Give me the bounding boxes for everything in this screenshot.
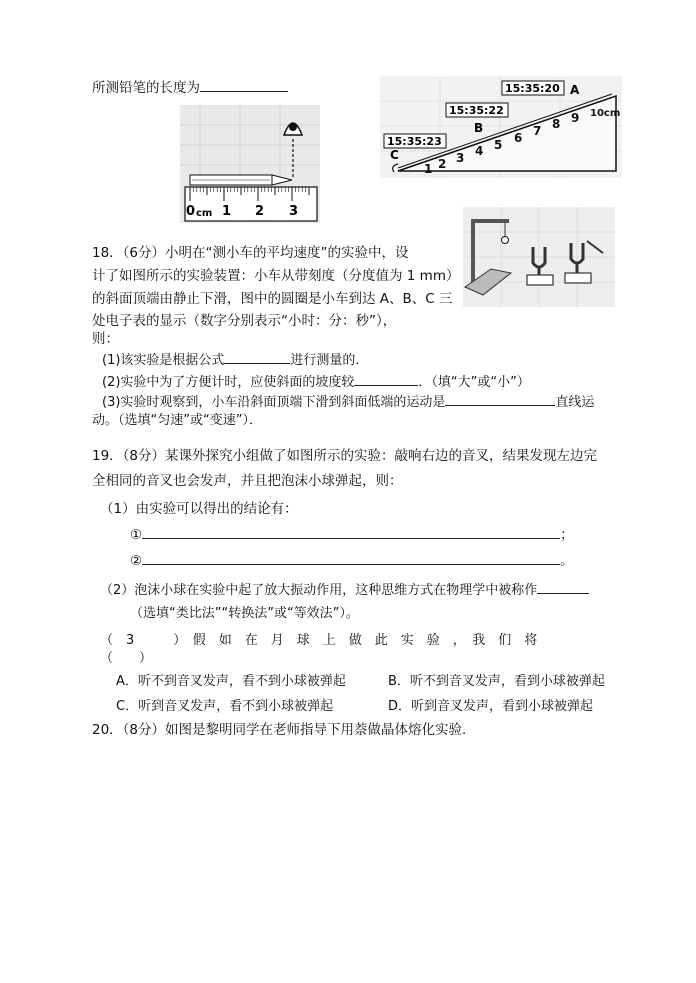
incline-figure: [380, 76, 622, 178]
slope-scale-2: 2: [438, 157, 447, 171]
q19-option-d[interactable]: D．听到音叉发声，看到小球被弹起: [388, 699, 594, 714]
q19-option-b[interactable]: B．听不到音叉发声，看到小球被弹起: [388, 674, 605, 689]
q18-sub-3-cont: 动。（选填“匀速”或“变速”）．: [92, 413, 262, 428]
slope-scale-3: 3: [456, 151, 465, 165]
q19-conclusion-2-blank[interactable]: [142, 551, 560, 565]
q18-sub-1: (1)该实验是根据公式 进行测量的．: [102, 350, 368, 370]
slope-scale-1: 1: [424, 162, 433, 176]
point-b-label: B: [474, 121, 484, 135]
clock-b-time: 15:35:22: [449, 104, 504, 117]
q19-option-a[interactable]: A．听不到音叉发声，看不到小球被弹起: [116, 674, 346, 689]
q18-formula-blank[interactable]: [224, 350, 290, 364]
ruler-label-1: 1: [222, 204, 232, 219]
q19-line-2: 全相同的音叉也会发声，并且把泡沫小球弹起，则：: [92, 473, 403, 489]
ruler-unit: cm: [196, 208, 213, 219]
slope-scale-8: 8: [552, 117, 561, 131]
q18-sub-2: (2)实验中为了方便计时，应使斜面的坡度较 ．（填“大”或“小”）: [102, 372, 530, 392]
q19-option-c[interactable]: C．听到音叉发声，看不到小球被弹起: [116, 699, 334, 714]
q19-part-3: （ 3 ） 假 如 在 月 球 上 做 此 实 验 ， 我 们 将: [100, 633, 538, 648]
q19-conclusion-1-blank[interactable]: [142, 525, 560, 539]
q18-sub-3: (3)实验时观察到，小车沿斜面顶端下滑到斜面低端的运动是 直线运: [102, 392, 594, 412]
pencil-shape: [190, 175, 292, 185]
q17-prompt: 所测铅笔的长度为: [92, 80, 200, 96]
clock-a: [502, 81, 564, 95]
q18-line-1: 18．（6分）小明在“测小车的平均速度”的实验中，设: [92, 245, 409, 261]
ruler-label-3: 3: [289, 204, 299, 219]
q18-line-3: 的斜面顶端由静止下滑，图中的圆圈是小车到达 A、B、C 三: [92, 291, 453, 307]
slope-scale-4: 4: [475, 144, 484, 158]
q19-conclusion-1: ① ；: [130, 527, 574, 543]
slope-scale-7: 7: [533, 124, 542, 138]
q19-conclusion-2: ② 。: [130, 553, 574, 569]
slope-scale-9: 9: [571, 111, 580, 125]
q19-part-2-cont: （选填“类比法”“转换法”或“等效法”）。: [130, 606, 359, 621]
clock-b: [446, 103, 508, 117]
slope-scale-6: 6: [514, 131, 523, 145]
q19-method-blank[interactable]: [537, 580, 589, 594]
pencil-ruler-figure: [180, 105, 320, 223]
q18-line-4: 处电子表的显示（数字分别表示“小时：分：秒”），: [92, 313, 397, 329]
point-c-label: C: [390, 148, 399, 162]
clock-c-time: 15:35:23: [387, 135, 442, 148]
q20-line-1: 20．（8分）如图是黎明同学在老师指导下用萘做晶体熔化实验．: [92, 722, 476, 738]
ruler-label-2: 2: [255, 204, 265, 219]
q19-line-1: 19．（8分）某课外探究小组做了如图所示的实验：敲响右边的音叉，结果发现左边完: [92, 448, 598, 464]
slope-scale-5: 5: [494, 138, 503, 152]
q17-text: [92, 78, 288, 97]
q19-part-1: （1）由实验可以得出的结论有：: [100, 501, 298, 517]
q19-part-2: （2）泡沫小球在实验中起了放大振动作用，这种思维方式在物理学中被称作: [100, 580, 589, 600]
clock-a-time: 15:35:20: [505, 82, 560, 95]
q18-slope-blank[interactable]: [354, 372, 418, 386]
point-a-label: A: [570, 83, 580, 97]
q18-line-2: 计了如图所示的实验装置：小车从带刻度（分度值为 1 mm）: [92, 268, 460, 284]
q18-line-5: 则：: [92, 331, 119, 347]
q19-part-3-cont: （ ）: [100, 651, 153, 666]
q17-answer-blank[interactable]: [200, 78, 288, 92]
clock-c: [384, 134, 446, 148]
q18-motion-blank[interactable]: [445, 392, 555, 406]
slope-scale-10cm: 10cm: [590, 108, 621, 119]
ruler-shape: [185, 187, 317, 221]
tuning-fork-figure: [463, 207, 615, 307]
ruler-label-0: 0: [186, 204, 196, 219]
